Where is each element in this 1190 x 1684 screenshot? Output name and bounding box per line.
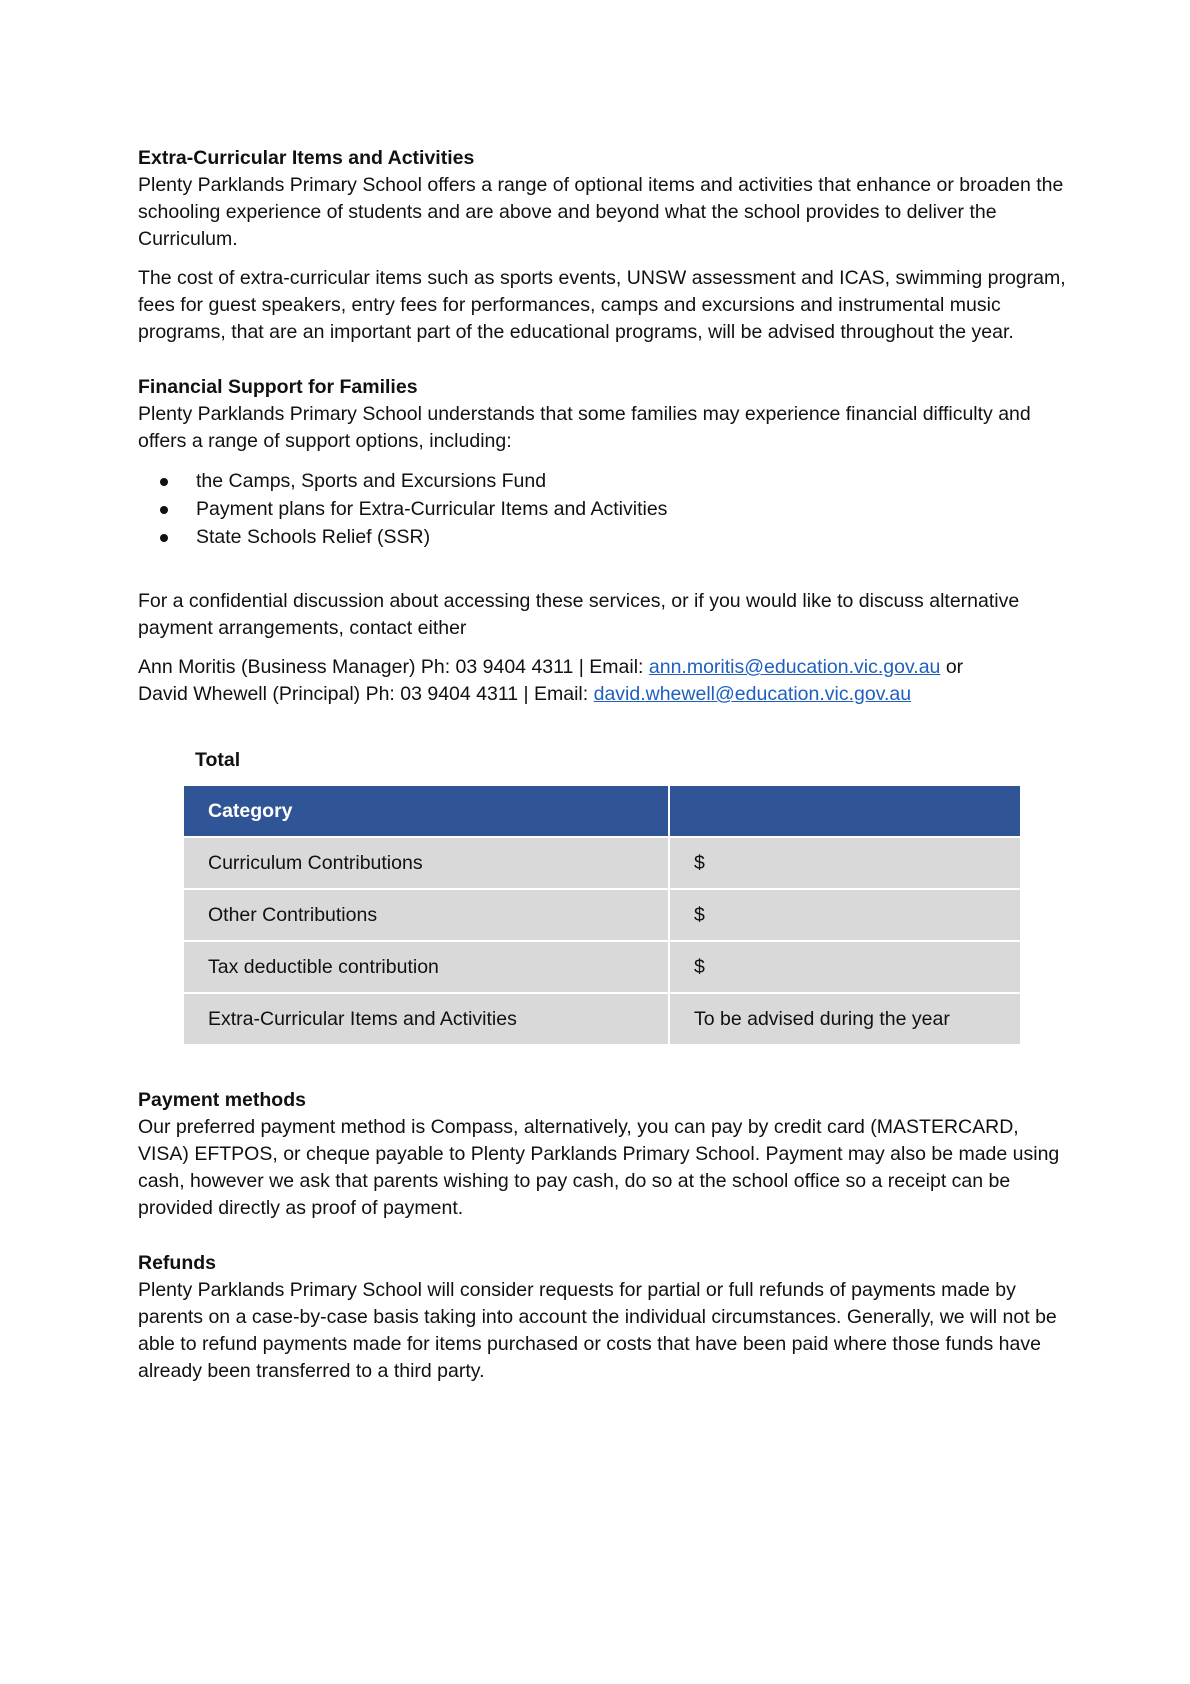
amount-cell: To be advised during the year <box>669 993 1021 1045</box>
table-row <box>183 941 1021 993</box>
support-option-label: State Schools Relief (SSR) <box>196 526 431 548</box>
category-cell: Tax deductible contribution <box>183 941 669 993</box>
financial-support-section <box>138 374 1073 708</box>
total-label: Total <box>195 749 241 771</box>
refunds-section <box>138 1250 1073 1385</box>
email-link-principal[interactable]: david.whewell@education.vic.gov.au <box>593 683 912 705</box>
contact-details: Ann Moritis (Business Manager) Ph: 03 9404 4311 | Email: <box>138 656 649 678</box>
email-link-business-manager[interactable]: ann.moritis@education.vic.gov.au <box>648 656 941 678</box>
confidential-discussion-text: For a confidential discussion about accessing these services, or if you would like to discuss alternative payment arrangements, contact either <box>138 590 1020 639</box>
contact-suffix: or <box>940 656 964 678</box>
amount-cell: $ <box>669 941 1021 993</box>
list-item <box>138 495 1073 523</box>
bullet-icon <box>160 478 168 486</box>
refunds-text: Plenty Parklands Primary School will consider requests for partial or full refunds of payments made by parents on a case-by-case basis taking into account the individual circumstances. Generally, we will not be able to refund payments made for items purchased or costs that have been paid where those funds have already been transferred to a third party. <box>138 1279 1057 1382</box>
table-row <box>183 889 1021 941</box>
extracurricular-heading: Extra-Curricular Items and Activities <box>138 147 475 169</box>
table-header-row <box>183 785 1021 837</box>
payment-methods-section <box>138 1087 1073 1222</box>
contact-line-principal <box>138 681 1073 708</box>
contact-details: David Whewell (Principal) Ph: 03 9404 4311 | Email: <box>138 683 594 705</box>
amount-cell: $ <box>669 837 1021 889</box>
header-amount <box>669 785 1021 837</box>
extracurricular-paragraph-1: Plenty Parklands Primary School offers a range of optional items and activities that enhance or broaden the schooling experience of students and are above and beyond what the school provides to deliver the Curriculum. <box>138 174 1064 250</box>
support-option-label: the Camps, Sports and Excursions Fund <box>196 470 547 492</box>
financial-support-intro: Plenty Parklands Primary School understands that some families may experience financial difficulty and offers a range of support options, including: <box>138 403 1031 452</box>
category-cell: Other Contributions <box>183 889 669 941</box>
totals-section <box>138 747 1073 1046</box>
contact-block <box>138 654 1073 708</box>
category-cell: Curriculum Contributions <box>183 837 669 889</box>
amount-cell: $ <box>669 889 1021 941</box>
payment-methods-text: Our preferred payment method is Compass, alternatively, you can pay by credit card (MASTERCARD, VISA) EFTPOS, or cheque payable to Plenty Parklands Primary School. Payment may also be made using cash, however we ask that parents wishing to pay cash, do so at the school office so a receipt can be provided directly as proof of payment. <box>138 1116 1060 1219</box>
list-item <box>138 523 1073 551</box>
contact-line-business-manager <box>138 654 1073 681</box>
refunds-heading: Refunds <box>138 1252 216 1274</box>
financial-support-heading: Financial Support for Families <box>138 376 418 398</box>
bullet-icon <box>160 534 168 542</box>
category-cell: Extra-Curricular Items and Activities <box>183 993 669 1045</box>
document-body <box>138 145 1073 1385</box>
table-row <box>183 837 1021 889</box>
extracurricular-paragraph-2: The cost of extra-curricular items such as sports events, UNSW assessment and ICAS, swimming program, fees for guest speakers, entry fees for performances, camps and excursions and instrumental music programs, that are an important part of the educational programs, will be advised throughout the year. <box>138 267 1066 343</box>
bullet-icon <box>160 506 168 514</box>
list-item <box>138 467 1073 495</box>
table-row <box>183 993 1021 1045</box>
support-options-list <box>138 467 1073 551</box>
totals-table <box>182 784 1022 1046</box>
header-category: Category <box>183 785 669 837</box>
payment-methods-heading: Payment methods <box>138 1089 306 1111</box>
support-option-label: Payment plans for Extra-Curricular Items and Activities <box>196 498 668 520</box>
extracurricular-section <box>138 145 1073 346</box>
